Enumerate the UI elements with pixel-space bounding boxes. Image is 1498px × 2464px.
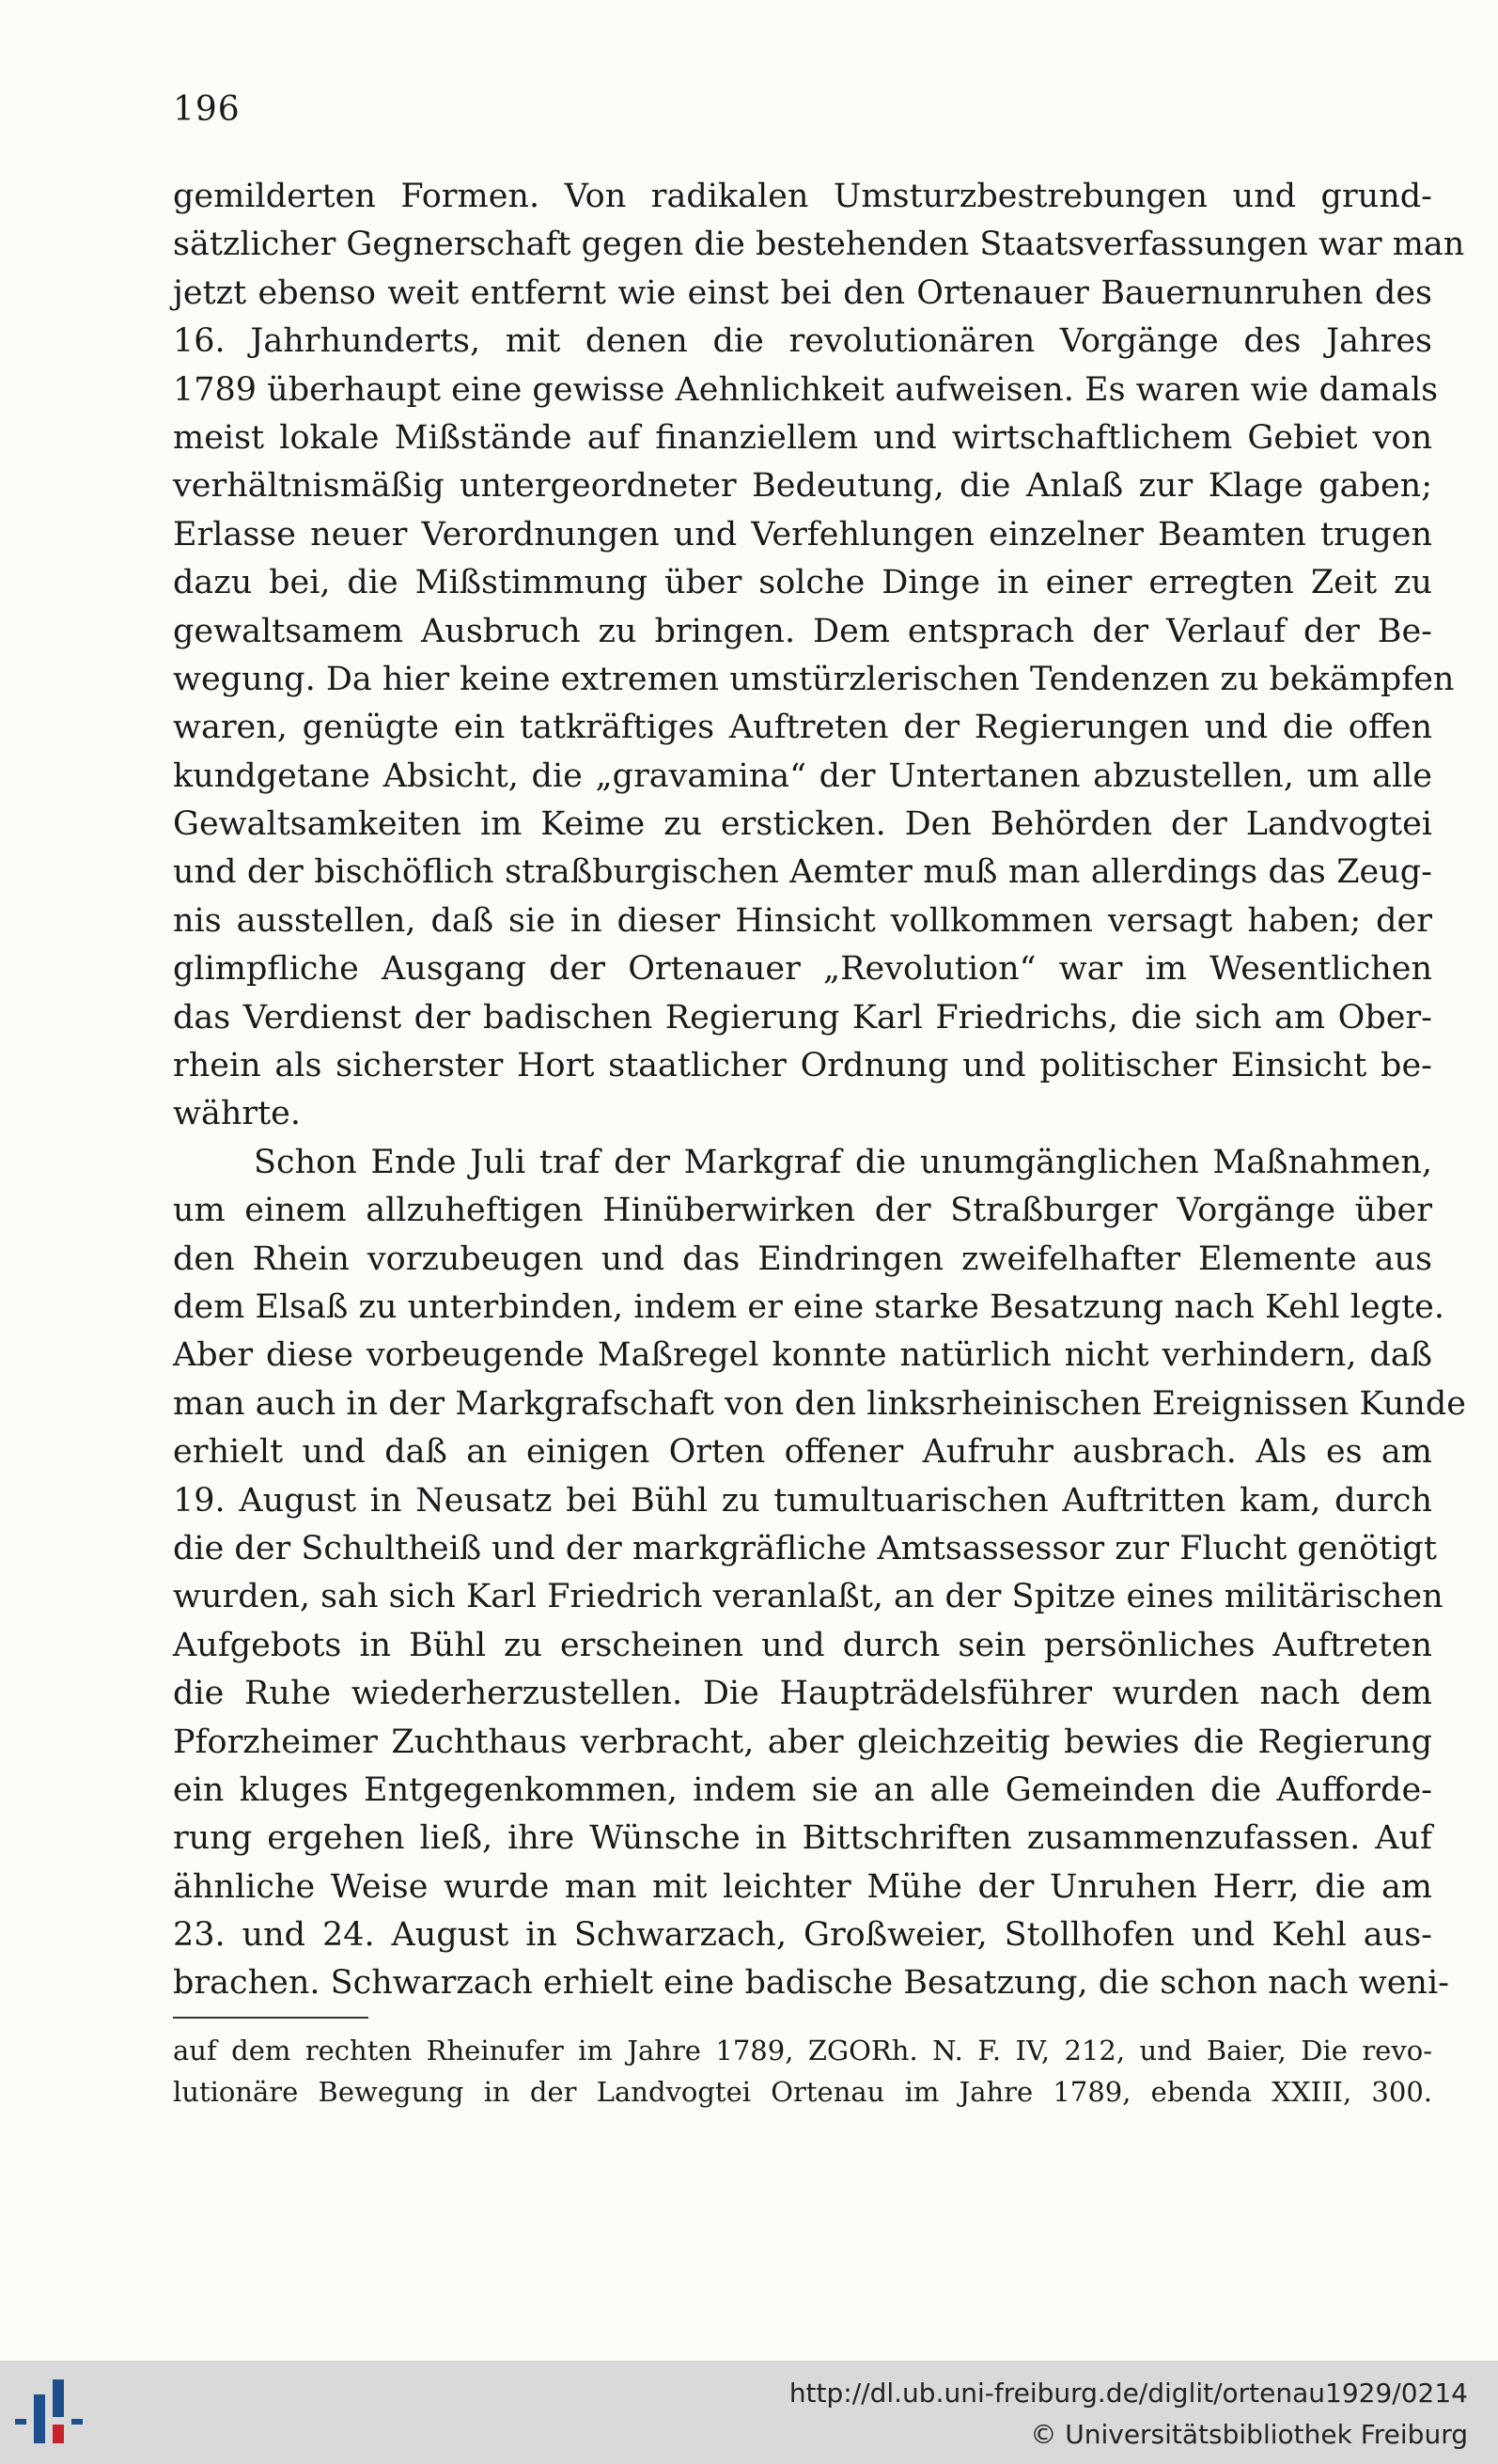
- text-line: wurden, sah sich Karl Friedrich veranlaßt, an der Spitze eines militärischen: [173, 1578, 1443, 1616]
- text-line: sätzlicher Gegnerschaft gegen die bestehenden Staatsverfassungen war man: [173, 226, 1465, 264]
- text-line: erhielt und daß an einigen Orten offener Aufruhr ausbrach. Als es am: [173, 1433, 1432, 1472]
- text-line: brachen. Schwarzach erhielt eine badische Besatzung, die schon nach weni-: [173, 1964, 1449, 2003]
- body-text: [173, 173, 1466, 2008]
- text-line: ein kluges Entgegenkommen, indem sie an alle Gemeinden die Aufforde-: [173, 1770, 1432, 1809]
- ub-freiburg-logo-icon: [13, 2378, 98, 2447]
- text-line: jetzt ebenso weit entfernt wie einst bei den Ortenauer Bauernunruhen des: [173, 273, 1432, 312]
- text-line: rhein als sicherster Hort staatlicher Ordnung und politischer Einsicht be-: [173, 1047, 1432, 1085]
- permalink-url[interactable]: http://dl.ub.uni-freiburg.de/diglit/ortenau1929/0214: [788, 2378, 1468, 2409]
- text-line: nis ausstellen, daß sie in dieser Hinsicht vollkommen versagt haben; der: [173, 901, 1432, 940]
- viewer-footer: [0, 2361, 1498, 2464]
- text-line: dem Elsaß zu unterbinden, indem er eine starke Besatzung nach Kehl legte.: [173, 1287, 1445, 1326]
- text-line: das Verdienst der badischen Regierung Karl Friedrichs, die sich am Ober-: [173, 998, 1432, 1037]
- text-line: verhältnismäßig untergeordneter Bedeutung, die Anlaß zur Klage gaben;: [173, 467, 1432, 506]
- text-line: die der Schultheiß und der markgräfliche Amtsassessor zur Flucht genötigt: [173, 1529, 1437, 1567]
- footnote-line: auf dem rechten Rheinufer im Jahre 1789, ZGORh. N. F. IV, 212, und Baier, Die revo-: [173, 2035, 1432, 2066]
- text-line: Aber diese vorbeugende Maßregel konnte natürlich nicht verhindern, daß: [173, 1336, 1432, 1375]
- text-line: Erlasse neuer Verordnungen und Verfehlungen einzelner Beamten trugen: [173, 515, 1432, 554]
- text-line: glimpfliche Ausgang der Ortenauer „Revolution“ war im Wesentlichen: [173, 950, 1432, 989]
- text-line: währte.: [173, 1095, 302, 1133]
- text-line: dazu bei, die Mißstimmung über solche Dinge in einer erregten Zeit zu: [173, 564, 1432, 602]
- footnote-line: lutionäre Bewegung in der Landvogtei Ortenau im Jahre 1789, ebenda XXIII, 300.: [173, 2076, 1432, 2108]
- text-line: kundgetane Absicht, die „gravamina“ der Untertanen abzustellen, um alle: [173, 756, 1432, 795]
- text-line: man auch in der Markgrafschaft von den linksrheinischen Ereignissen Kunde: [173, 1384, 1466, 1423]
- text-line: 23. und 24. August in Schwarzach, Großweier, Stollhofen und Kehl aus-: [173, 1916, 1432, 1955]
- text-line: meist lokale Mißstände auf finanziellem und wirtschaftlichem Gebiet von: [173, 418, 1432, 457]
- text-line: 19. August in Neusatz bei Bühl zu tumultuarischen Auftritten kam, durch: [173, 1481, 1432, 1520]
- text-line: die Ruhe wiederherzustellen. Die Haupträdelsführer wurden nach dem: [173, 1675, 1432, 1713]
- text-line: waren, genügte ein tatkräftiges Auftreten der Regierungen und die offen: [173, 709, 1432, 747]
- text-line: 16. Jahrhunderts, mit denen die revolutionären Vorgänge des Jahres: [173, 322, 1432, 361]
- copyright-notice: © Universitätsbibliothek Freiburg: [1030, 2419, 1468, 2450]
- footnotes: [173, 2030, 1432, 2113]
- text-line: Schon Ende Juli traf der Markgraf die unumgänglichen Maßnahmen,: [254, 1143, 1432, 1181]
- text-line: um einem allzuheftigen Hinüberwirken der Straßburger Vorgänge über: [173, 1192, 1432, 1230]
- text-line: ähnliche Weise wurde man mit leichter Mühe der Unruhen Herr, die am: [173, 1867, 1432, 1906]
- text-line: gemilderten Formen. Von radikalen Umsturzbestrebungen und grund-: [173, 178, 1432, 215]
- text-line: den Rhein vorzubeugen und das Eindringen zweifelhafter Elemente aus: [173, 1240, 1432, 1278]
- page-number: 196: [173, 90, 241, 129]
- text-line: Pforzheimer Zuchthaus verbracht, aber gleichzeitig bewies die Regierung: [173, 1723, 1432, 1761]
- text-line: rung ergehen ließ, ihre Wünsche in Bittschriften zusammenzufassen. Auf: [173, 1819, 1432, 1858]
- text-line: Aufgebots in Bühl zu erscheinen und durch sein persönliches Auftreten: [173, 1626, 1432, 1664]
- text-line: und der bischöflich straßburgischen Aemter muß man allerdings das Zeug-: [173, 853, 1432, 892]
- text-line: wegung. Da hier keine extremen umstürzlerischen Tendenzen zu bekämpfen: [173, 660, 1455, 698]
- footnote-divider: [173, 2017, 368, 2019]
- text-line: gewaltsamem Ausbruch zu bringen. Dem entsprach der Verlauf der Be-: [173, 612, 1432, 650]
- text-line: Gewaltsamkeiten im Keime zu ersticken. Den Behörden der Landvogtei: [173, 805, 1432, 844]
- text-line: 1789 überhaupt eine gewisse Aehnlichkeit aufweisen. Es waren wie damals: [173, 370, 1439, 409]
